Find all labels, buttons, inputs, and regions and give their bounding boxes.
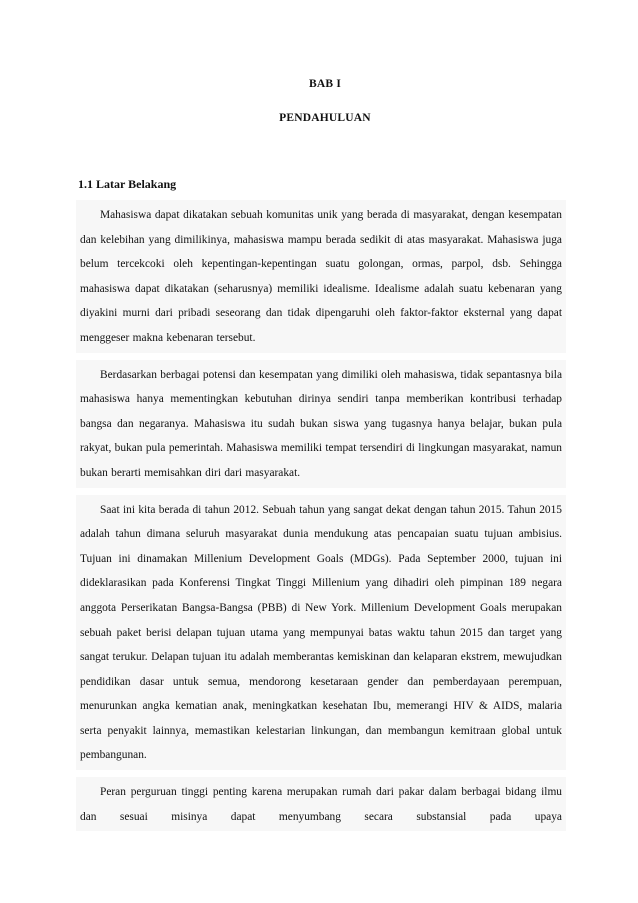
section-heading: 1.1 Latar Belakang xyxy=(78,177,177,191)
paragraph: Mahasiswa dapat dikatakan sebuah komunitas unik yang berada di masyarakat, dengan kesempatan dan kelebihan yang dimilikinya, mahasiswa mampu berada sedikit di atas masyarakat. Mahasiswa juga belum tercekcoki oleh kepentingan-kepentingan suatu golongan, ormas, parpol, dsb. Sehingga mahasiswa dapat dikatakan (seharusnya) memiliki idealisme. Idealisme adalah suatu kebenaran yang diyakini murni dari pribadi seseorang dan tidak dipengaruhi oleh faktor-faktor eksternal yang dapat menggeser makna kebenaran tersebut. xyxy=(76,200,566,353)
chapter-title: PENDAHULUAN xyxy=(279,112,371,124)
body-text xyxy=(76,200,566,838)
paragraph: Saat ini kita berada di tahun 2012. Sebuah tahun yang sangat dekat dengan tahun 2015. Tahun 2015 adalah tahun dimana seluruh masyarakat dunia mendukung atas pencapaian suatu tujuan ambisius. Tujuan ini dinamakan Millenium Development Goals (MDGs). Pada September 2000, tujuan ini dideklarasikan pada Konferensi Tingkat Tinggi Millenium yang dihadiri oleh pimpinan 189 negara anggota Perserikatan Bangsa-Bangsa (PBB) di New York. Millenium Development Goals merupakan sebuah paket berisi delapan tujuan utama yang mempunyai batas waktu tahun 2015 dan target yang sangat terukur. Delapan tujuan itu adalah memberantas kemiskinan dan kelaparan ekstrem, mewujudkan pendidikan dasar untuk semua, mendorong kesetaraan gender dan pemberdayaan perempuan, menurunkan angka kematian anak, meningkatkan kesehatan Ibu, memerangi HIV & AIDS, malaria serta penyakit lainnya, memastikan kelestarian linkungan, dan membangun kemitraan global untuk pembangunan. xyxy=(76,495,566,771)
paragraph: Berdasarkan berbagai potensi dan kesempatan yang dimiliki oleh mahasiswa, tidak sepantasnya bila mahasiswa hanya mementingkan kebutuhan dirinya sendiri tanpa memberikan kontribusi terhadap bangsa dan negaranya. Mahasiswa itu sudah bukan siswa yang tugasnya hanya belajar, bukan pula rakyat, bukan pula pemerintah. Mahasiswa memiliki tempat tersendiri di lingkungan masyarakat, namun bukan berarti memisahkan diri dari masyarakat. xyxy=(76,360,566,488)
chapter-number: BAB I xyxy=(309,78,341,90)
paragraph: Peran perguruan tinggi penting karena merupakan rumah dari pakar dalam berbagai bidang ilmu dan sesuai misinya dapat menyumbang secara substansial pada upaya xyxy=(76,777,566,831)
